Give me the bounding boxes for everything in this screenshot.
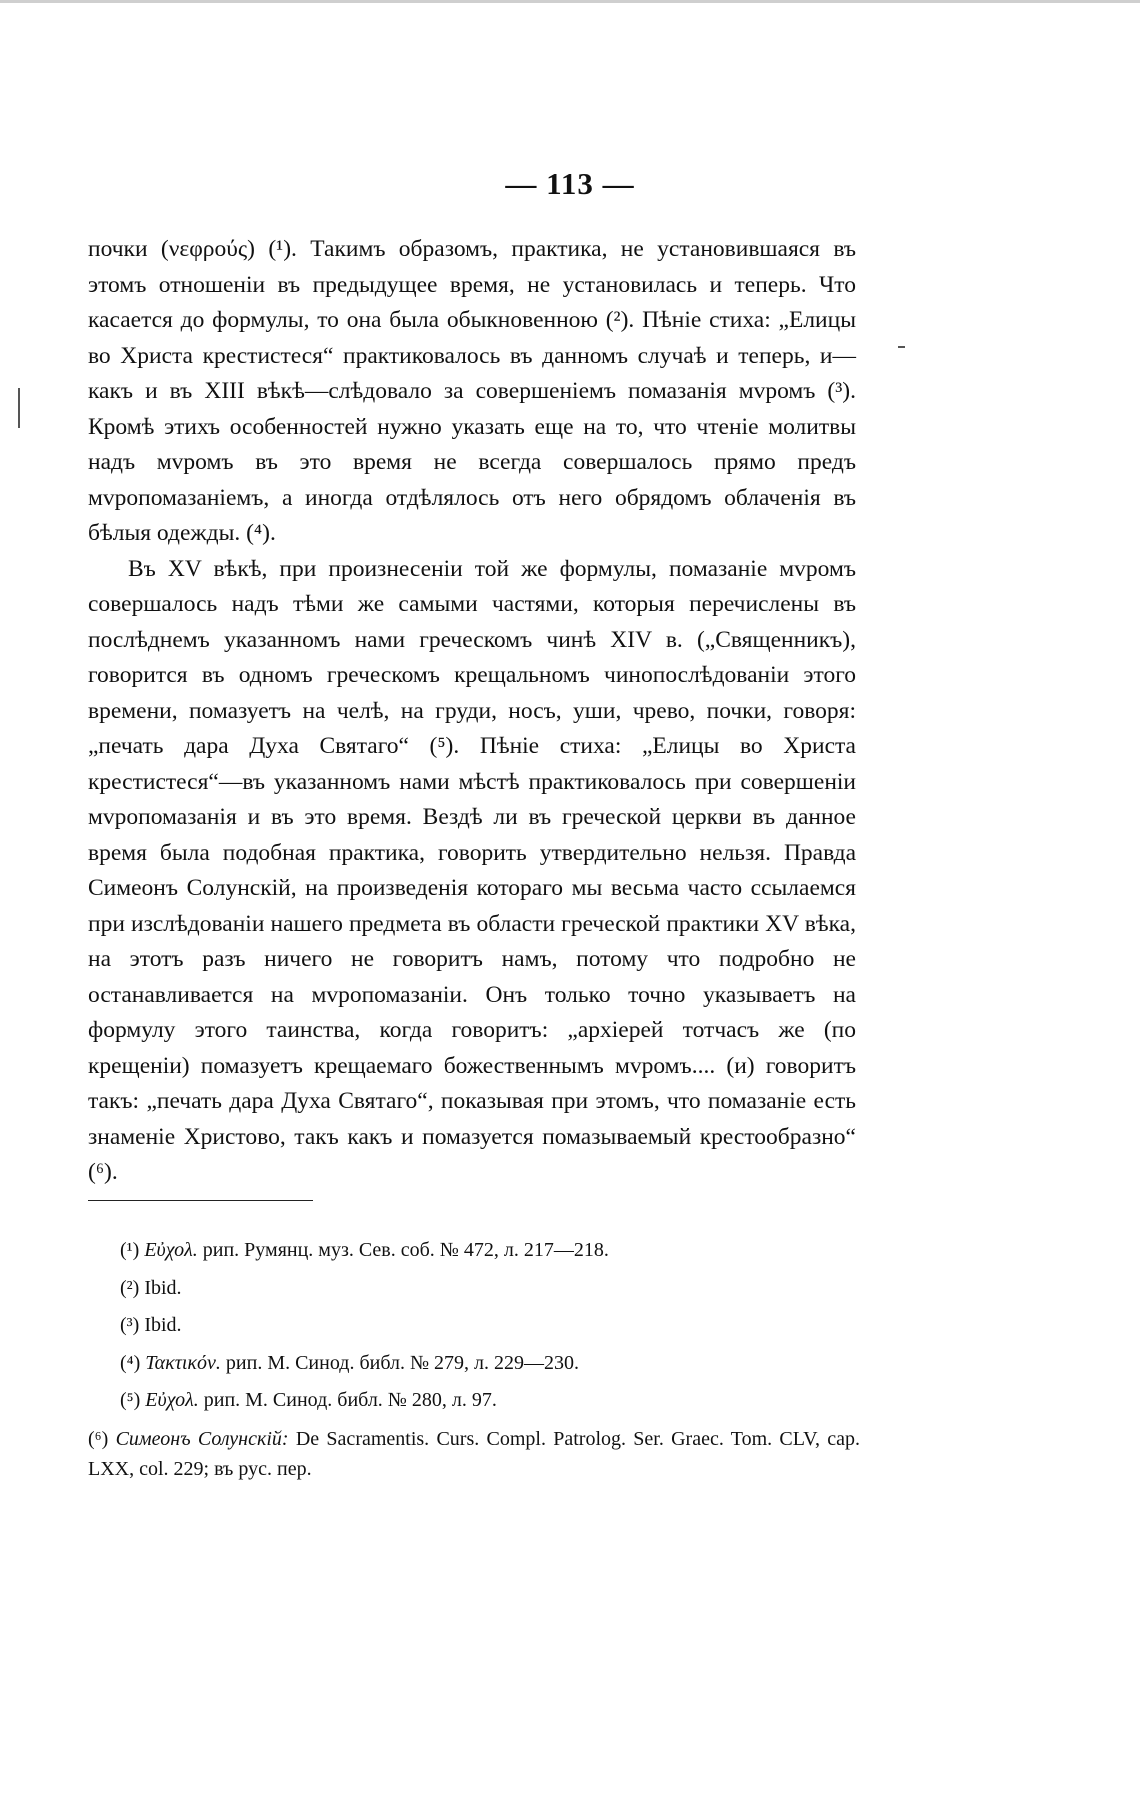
footnotes — [88, 1232, 861, 1484]
footnote-source: Симеонъ Солунскій: — [115, 1427, 289, 1450]
footnote-mark: (²) — [120, 1276, 140, 1299]
footnote-mark: (⁴) — [120, 1351, 141, 1374]
footnote-text: De Sacramentis. Curs. Compl. Patrolog. Ser. Graec. Tom. CLV, cap. LXX, col. 229; въ рус. пер. — [88, 1427, 861, 1480]
footnote-source: Εὐχολ. — [144, 1239, 198, 1261]
footnote-text: рип. Румянц. муз. Сев. соб. № 472, л. 217—218. — [202, 1239, 609, 1261]
footnote-mark: (⁵) — [120, 1389, 141, 1411]
footnote-source: Τακτικόν. — [145, 1351, 221, 1374]
footnote-6 — [88, 1424, 860, 1484]
footnote-mark: (⁶) — [88, 1427, 109, 1450]
paragraph-1: почки (νεφρούς) (¹). Такимъ образомъ, практика, не установившаяся въ этомъ отношеніи въ предыдущее время, не установилась и теперь. Что касается до формулы, то она была обыкновенною (²). Пѣніе стиха: „Елицы во Христа крестистеся“ практиковалось въ данномъ случаѣ и теперь, и—какъ и въ XIII вѣкѣ—слѣдовало за совершеніемъ помазанія мvромъ (³). Кромѣ этихъ особенностей нужно указать еще на то, что чтеніе молитвы надъ мvромъ въ это время не всегда совершалось прямо предъ мvропомазаніемъ, а иногда отдѣлялось отъ него обрядомъ облаченія въ бѣлыя одежды. (⁴). — [88, 236, 856, 546]
footnote-text: рип. М. Синод. библ. № 279, л. 229—230. — [225, 1351, 580, 1374]
footnote-text: Ibid. — [144, 1314, 182, 1336]
footnote-text: Ibid. — [144, 1276, 182, 1299]
footnote-2 — [120, 1270, 860, 1308]
margin-mark — [18, 388, 20, 428]
footnote-mark: (¹) — [120, 1239, 140, 1261]
footnote-source: Εὐχολ. — [145, 1389, 199, 1411]
footnote-text: рип. М. Синод. библ. № 280, л. 97. — [203, 1389, 497, 1411]
footnote-5 — [120, 1382, 860, 1420]
footnote-mark: (³) — [120, 1314, 140, 1336]
main-text — [88, 232, 856, 1191]
footnote-4 — [120, 1345, 860, 1383]
footnote-3 — [120, 1307, 860, 1345]
paragraph-2: Въ XV вѣкѣ, при произнесеніи той же формулы, помазаніе мvромъ совершалось надъ тѣми же самыми частями, которыя перечислены въ послѣднемъ указанномъ нами греческомъ чинѣ XIV в. („Священникъ), говорится въ одномъ греческомъ крещальномъ чинопослѣдованіи этого времени, помазуетъ на челѣ, на груди, носъ, уши, чрево, почки, говоря: „печать дара Духа Святаго“ (⁵). Пѣніе стиха: „Елицы во Христа крестистеся“—въ указанномъ нами мѣстѣ практиковалось при совершеніи мvропомазанія и въ это время. Вездѣ ли въ греческой церкви въ данное время была подобная практика, говорить утвердительно нельзя. Правда Симеонъ Солунскій, на произведенія котораго мы весьма часто ссылаемся при изслѣдованіи нашего предмета въ области греческой практики XV вѣка, на этотъ разъ ничего не говоритъ намъ, потому что подробно не останавливается на мvропомазаніи. Онъ только точно указываетъ на формулу этого таинства, когда говоритъ: „архіерей тотчасъ же (по крещеніи) помазуетъ крещаемаго божественнымъ мvромъ.... (и) говоритъ такъ: „печать дара Духа Святаго“, показывая при этомъ, что помазаніе есть знаменіе Христово, такъ какъ и помазуется помазываемый крестообразно“ (⁶). — [88, 555, 856, 1185]
footnote-separator — [88, 1200, 313, 1201]
footnote-1 — [120, 1232, 860, 1270]
page-number: — 113 — — [505, 166, 635, 201]
margin-mark — [898, 346, 905, 348]
scan-top-edge — [0, 0, 1140, 3]
